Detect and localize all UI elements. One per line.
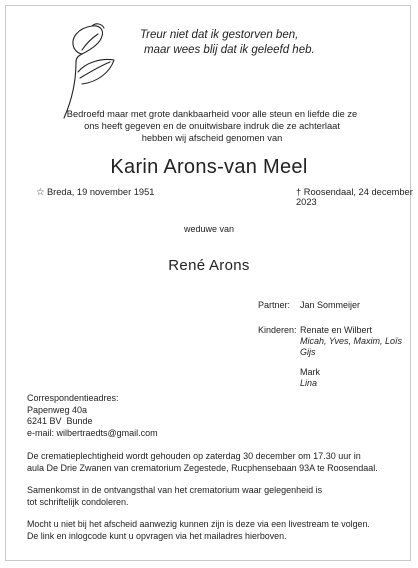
cross-icon: † [296, 187, 302, 197]
grandchildren-1-line-1: Micah, Yves, Maxim, Loïs [300, 336, 403, 346]
correspondence-block [27, 393, 158, 439]
gathering-line-2: tot schriftelijk condoleren. [27, 497, 129, 507]
ceremony-text [27, 450, 389, 474]
correspondence-email: e-mail: wilbertraedts@gmail.com [27, 427, 158, 438]
ceremony-line-1: De crematieplechtigheid wordt gehouden op zaterdag 30 december om 17.30 uur in [27, 451, 361, 461]
death-info [296, 187, 418, 207]
thanks-line-3: hebben wij afscheid genomen van [141, 133, 283, 143]
quote-line-1: Treur niet dat ik gestorven ben, [140, 29, 299, 41]
grandchildren-1-line-2: Gijs [300, 347, 316, 357]
ceremony-line-2: aula De Drie Zwanen van crematorium Zegestede, Rucphensebaan 93A te Roosendaal. [27, 463, 378, 473]
correspondence-city: 6241 BV Bunde [27, 416, 93, 426]
thanks-line-2: ons heeft gegeven en de onuitwisbare indruk die ze achterlaat [84, 121, 340, 131]
partner-label: Partner: [258, 300, 291, 310]
birth-text: Breda, 19 november 1951 [46, 187, 155, 197]
calla-lily-icon [52, 20, 132, 120]
quote-line-2: maar wees blij dat ik geleefd heb. [144, 44, 315, 56]
child-1: Renate en Wilbert [300, 325, 373, 335]
birth-info [36, 187, 154, 198]
late-partner-name: René Arons [168, 257, 250, 274]
child-2: Mark [300, 367, 320, 377]
deceased-name: Karin Arons-van Meel [110, 156, 308, 178]
thanks-line-1: Bedroefd maar met grote dankbaarheid voor alle steun en liefde die ze [66, 109, 358, 119]
livestream-line-1: Mocht u niet bij het afscheid aanwezig kunnen zijn is deze via een livestream te volgen. [27, 519, 370, 529]
partner-value: Jan Sommeijer [300, 300, 361, 310]
gathering-line-1: Samenkomst in de ontvangsthal van het crematorium waar gelegenheid is [27, 485, 323, 495]
livestream-text [27, 518, 389, 542]
children-label: Kinderen: [258, 325, 297, 335]
correspondence-label: Correspondentieadres: [27, 393, 119, 403]
star-icon: ☆ [36, 187, 45, 197]
correspondence-street: Papenweg 40a [27, 404, 88, 415]
gathering-text [27, 484, 389, 508]
quote [140, 28, 315, 58]
grandchildren-2: Lina [300, 378, 318, 388]
widow-text: weduwe van [183, 224, 235, 234]
livestream-line-2: De link en inlogcode kunt u opvragen via het mailadres hierboven. [27, 531, 287, 541]
death-text: Roosendaal, 24 december 2023 [296, 187, 413, 207]
thanks-text [62, 108, 362, 144]
